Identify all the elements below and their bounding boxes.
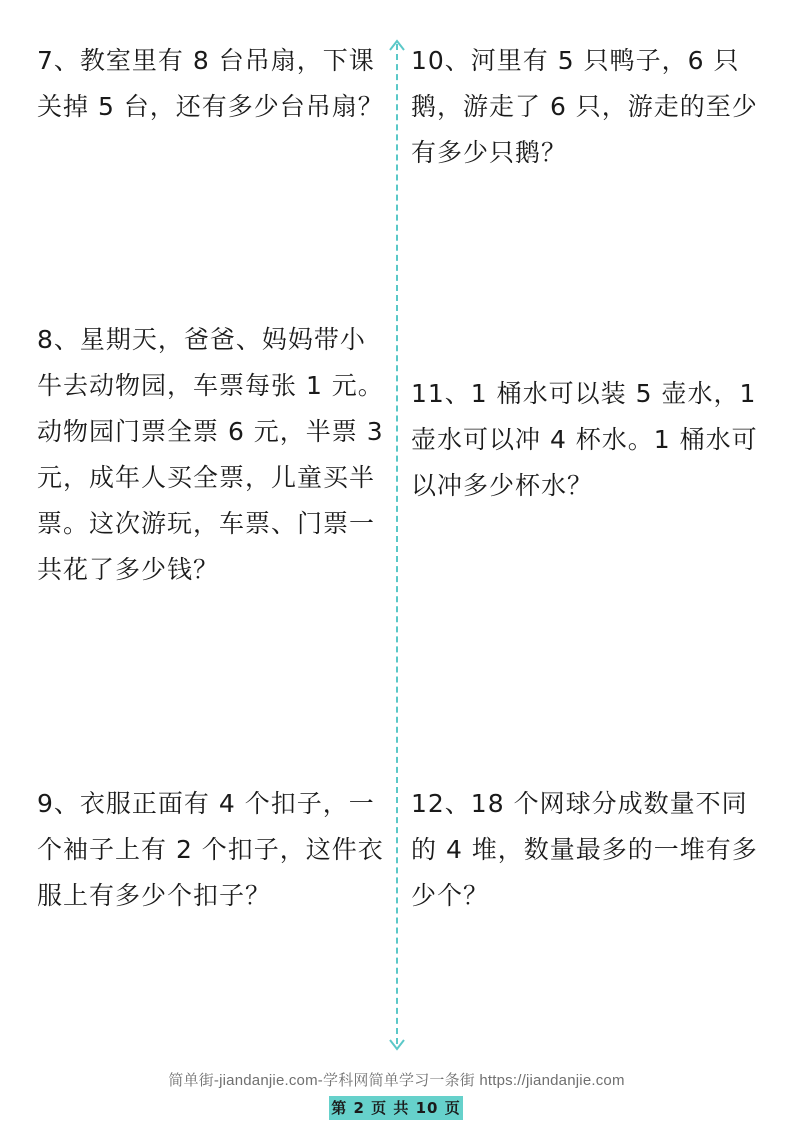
- page-number-badge: 第 2 页 共 10 页: [329, 1096, 463, 1120]
- column-divider: [396, 44, 398, 1044]
- arrow-down-icon: [388, 1038, 406, 1052]
- problem-8: 8、星期天，爸爸、妈妈带小牛去动物园，车票每张 1 元。动物园门票全票 6 元，半票 3 元，成年人买全票，儿童买半票。这次游玩，车票、门票一共花了多少钱？: [37, 325, 384, 584]
- problem-11: 11、1 桶水可以装 5 壶水，1 壶水可以冲 4 杯水。1 桶水可以冲多少杯水？: [411, 379, 758, 500]
- problem-10: 10、河里有 5 只鸭子，6 只鹅，游走了 6 只，游走的至少有多少只鹅？: [411, 46, 758, 167]
- problem-12: 12、18 个网球分成数量不同的 4 堆，数量最多的一堆有多少个？: [411, 789, 758, 910]
- footer-site-text: 简单街-jiandanjie.com-学科网简单学习一条街 https://jiandanjie.com: [168, 1072, 625, 1089]
- problem-7: 7、教室里有 8 台吊扇，下课关掉 5 台，还有多少台吊扇？: [37, 46, 384, 121]
- problem-9: 9、衣服正面有 4 个扣子，一个袖子上有 2 个扣子，这件衣服上有多少个扣子？: [37, 789, 384, 910]
